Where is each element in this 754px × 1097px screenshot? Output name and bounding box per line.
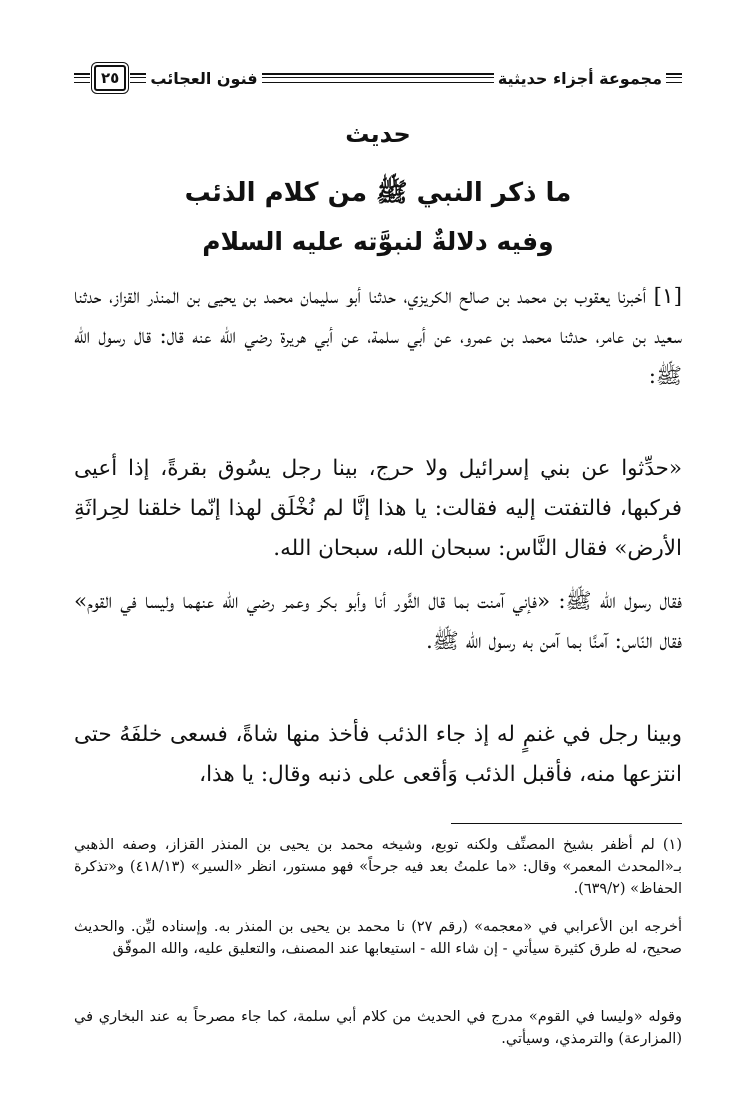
- chapter-title: ما ذكر النبي ﷺ من كلام الذئب: [184, 178, 572, 208]
- hadith-text-paragraph: «حدِّثوا عن بني إسرائيل ولا حرج، بينا رجل يسُوق بقرةً، إذا أعيى فركبها، فالتفتت إليه فقالت: يا هذا إنَّا لم نُخْلَق لهذا إنّما خلقنا لحِراثَةِ الأرض» فقال النَّاس: سبحان الله، سبحان الله.: [74, 456, 682, 561]
- footnote-3: وقوله «وليسا في القوم» مدرج في الحديث من كلام أبي سلمة، كما جاء مصرحاً به عند البخاري في (المزارعة) والترمذي، وسيأتي.: [74, 1009, 682, 1047]
- header-rule-mid: [130, 73, 146, 83]
- header-rule-right: [666, 73, 682, 83]
- book-title: مجموعة أجزاء حديثية: [497, 68, 662, 88]
- hadith-continuation-paragraph: فقال رسول الله ﷺ: «فإني آمنت بما قال الثَّور أنا وأبو بكر وعمر رضي الله عنهما وليسا في القوم» فقال النّاس: آمنَّا بما آمن به رسول الله ﷺ.: [74, 589, 682, 654]
- page-number: ٢٥: [94, 65, 126, 91]
- chapter-subtitle: وفيه دلالةٌ لنبوَّته عليه السلام: [202, 227, 554, 256]
- footnote-2: أخرجه ابن الأعرابي في «معجمه» (رقم ٢٧) نا محمد بن يحيى بن المنذر به. وإسناده ليِّن. والحديث صحيح، له طرق كثيرة سيأتي - إن شاء الله - استيعابها عند المصنف، والتعليق عليه، والله الموفّق: [74, 919, 682, 957]
- section-heading: حديث: [345, 120, 411, 148]
- footnote-separator: [451, 823, 682, 824]
- part-title: فنون العجائب: [150, 68, 258, 88]
- hadith-isnad-paragraph: [١] أخبرنا يعقوب بن محمد بن صالح الكريزي، حدثنا أبو سليمان محمد بن يحيى بن المنذر القزاز، حدثنا سعيد بن عامر، حدثنا محمد بن عمرو، عن أبي سلمة، عن أبي هريرة رضي الله عنه قال: قال رسول الله ﷺ:: [74, 284, 682, 389]
- header-rule-long: [262, 73, 494, 83]
- footnote-1: (١) لم أظفر بشيخ المصنِّف ولكنه توبع، وشيخه محمد بن يحيى بن المنذر القزاز، وصفه الذهبي بـ«المحدث المعمر» وقال: «ما علمتُ بعد فيه جرحاً» فهو مستور، انظر «السير» (٤١٨/١٣) و«تذكرة الحفاظ» (٦٣٩/٢).: [74, 837, 682, 897]
- hadith-wolf-paragraph: وبينا رجل في غنمٍ له إذ جاء الذئب فأخذ منها شاةً، فسعى خلفَهُ حتى انتزعها منه، فأقبل الذئب وَأقعى على ذنبه وقال: يا هذا،: [74, 722, 682, 787]
- header-rule-left: [74, 73, 90, 83]
- running-header: [74, 62, 682, 94]
